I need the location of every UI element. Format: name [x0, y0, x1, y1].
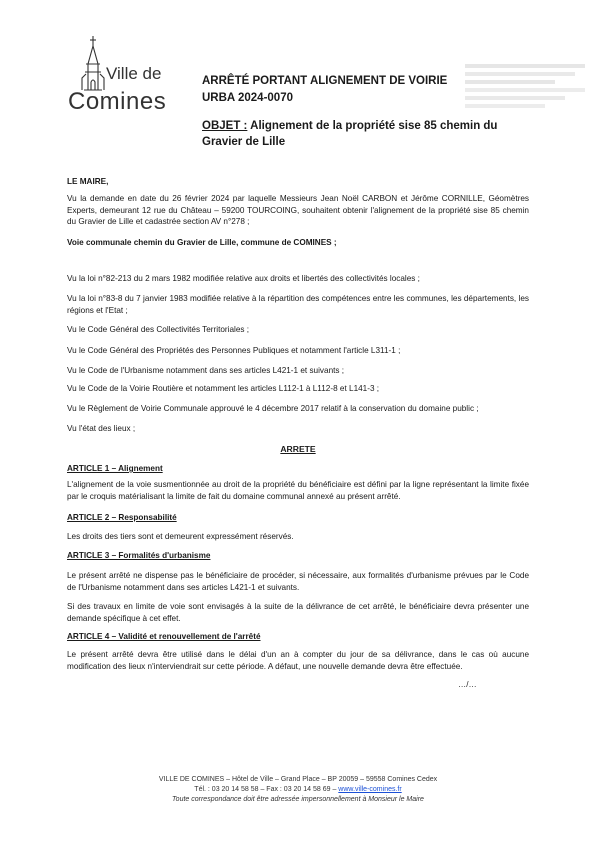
article2-text: Les droits des tiers sont et demeurent expressément réservés.	[67, 532, 294, 541]
city-logo	[64, 34, 194, 116]
vu-item: Vu l'état des lieux ;	[67, 424, 136, 433]
footer-correspondence-note: Toute correspondance doit être adressée impersonnellement à Monsieur le Maire	[172, 796, 424, 803]
intro-paragraph: Vu la demande en date du 26 février 2024 par laquelle Messieurs Jean Noël CARBON et Jérôme CORNILLE, Géomètres Experts, demeurant 12 rue du Château – 59200 TOURCOING, souhaitent obtenir l'alignement de la propriété sise 85 chemin du Gravier de Lille et cadastrée section AV n°278 ;	[67, 194, 529, 226]
page-continuation-mark: …/…	[458, 680, 477, 689]
vu-item: Vu le Code de la Voirie Routière et notamment les articles L112-1 à L112-8 et L141-3 ;	[67, 384, 380, 393]
vu-item: Vu la loi n°82-213 du 2 mars 1982 modifiée relative aux droits et libertés des collectivités locales ;	[67, 274, 420, 283]
arrete-heading: ARRETE	[280, 444, 316, 454]
document-reference: URBA 2024-0070	[202, 92, 293, 104]
footer-phone-fax: Tél. : 03 20 14 58 58 – Fax : 03 20 14 58 69 –	[194, 786, 339, 793]
article4-text: Le présent arrêté devra être utilisé dans le délai d'un an à compter du jour de sa délivrance, dans le cas où aucune modification des lieux n'interviendrait sur cette période. A défaut, une nouvelle demande devra être effectuée.	[67, 650, 529, 671]
vu-item: Vu le Code Général des Collectivités Territoriales ;	[67, 325, 250, 334]
vu-item: Vu le Règlement de Voirie Communale approuvé le 4 décembre 2017 relatif à la conservation du domaine public ;	[67, 404, 479, 413]
footer-contact	[67, 785, 529, 794]
article3-text1: Le présent arrêté ne dispense pas le bénéficiaire de procéder, si nécessaire, aux formalités d'urbanisme prévues par le Code de l'Urbanisme notamment dans ses articles L421-1 et suivants.	[67, 571, 529, 592]
document-title: ARRÊTÉ PORTANT ALIGNEMENT DE VOIRIE	[202, 75, 448, 87]
voie-paragraph: Voie communale chemin du Gravier de Lille, commune de COMINES ;	[67, 238, 337, 247]
article1-title: ARTICLE 1 – Alignement	[67, 464, 163, 473]
logo-line1: Ville de	[106, 64, 162, 83]
article3-text2: Si des travaux en limite de voie sont envisagés à la suite de la délivrance de cet arrêté, le bénéficiaire devra présenter une demande spécifique à cet effet.	[67, 602, 529, 623]
document-subject	[202, 118, 532, 150]
vu-item: Vu la loi n°83-8 du 7 janvier 1983 modifiée relative à la répartition des compétences entre les communes, les départements, les régions et l'Etat ;	[67, 294, 529, 315]
footer-address: VILLE DE COMINES – Hôtel de Ville – Grand Place – BP 20059 – 59558 Comines Cedex	[158, 776, 438, 783]
bleed-through-marks	[465, 60, 593, 112]
subject-label: OBJET :	[202, 120, 248, 132]
article1-text: L'alignement de la voie susmentionnée au droit de la propriété du bénéficiaire est défini par la ligne représentant la limite fixée par le croquis matérialisant la limite de fait du domaine communal annexé au présent arrêté.	[67, 480, 529, 501]
article4-title: ARTICLE 4 – Validité et renouvellement de l'arrêté	[67, 632, 261, 641]
footer-website-link[interactable]: www.ville-comines.fr	[338, 786, 402, 793]
le-maire-heading: LE MAIRE,	[67, 177, 109, 186]
article3-title: ARTICLE 3 – Formalités d'urbanisme	[67, 551, 211, 560]
subject-text: Alignement de la propriété sise 85 chemin du Gravier de Lille	[202, 120, 498, 148]
vu-item: Vu le Code Général des Propriétés des Personnes Publiques et notamment l'article L311-1 ;	[67, 346, 401, 355]
vu-item: Vu le Code de l'Urbanisme notamment dans ses articles L421-1 et suivants ;	[67, 366, 345, 375]
church-tower-icon	[76, 34, 110, 94]
article2-title: ARTICLE 2 – Responsabilité	[67, 513, 177, 522]
logo-line2: Comines	[68, 88, 167, 115]
